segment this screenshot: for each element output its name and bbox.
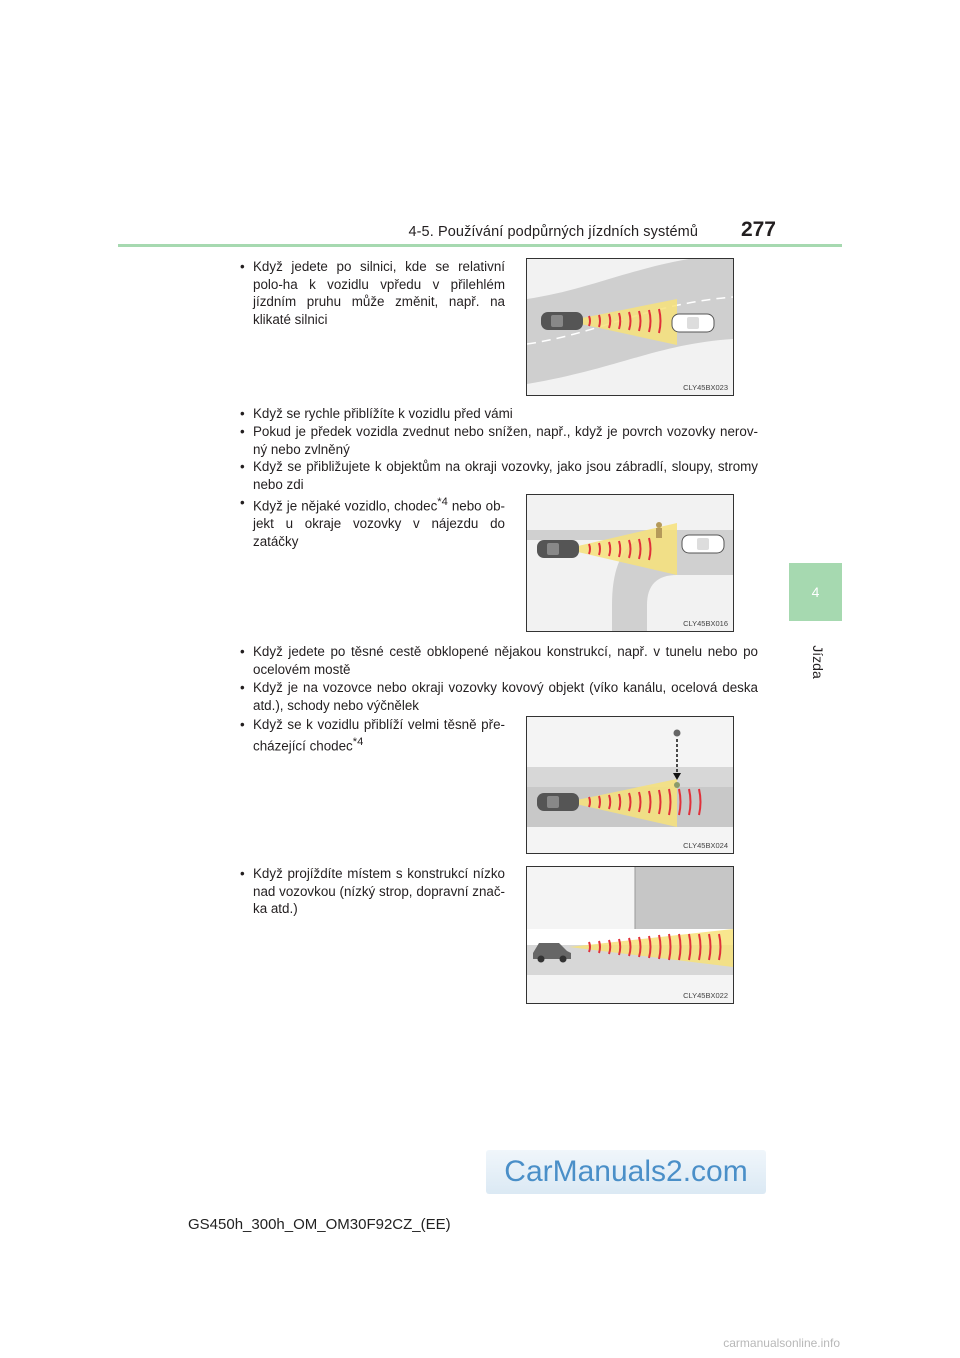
list-item: • Pokud je předek vozidla zvednut nebo snížen, např., když je povrch vozovky nerov-ný nebo zvlněný bbox=[240, 423, 758, 458]
item-text: Když je nějaké vozidlo, chodec bbox=[253, 498, 438, 514]
figure-code: CLY45BX023 bbox=[683, 383, 728, 392]
footnote-mark: *4 bbox=[437, 496, 448, 508]
figure-low-structure bbox=[526, 866, 734, 1004]
figure-code: CLY45BX016 bbox=[683, 619, 728, 628]
chapter-tab bbox=[789, 563, 842, 621]
item-text: Když se k vozidlu přiblíží velmi těsně pře-cházející chodec bbox=[253, 717, 505, 754]
figure-curve-entry bbox=[526, 494, 734, 632]
watermark-logo[interactable]: CarManuals2.com bbox=[486, 1150, 766, 1194]
list-item: • Když jedete po silnici, kde se relativní polo-ha k vozidlu vpředu v přilehlém jízdním pruhu může změnit, např. na klikaté silnici bbox=[240, 258, 505, 328]
list-item bbox=[240, 494, 505, 550]
item-text: nebo ob-jekt u okraje vozovky v nájezdu do zatáčky bbox=[253, 498, 505, 549]
footnote-mark: *4 bbox=[352, 735, 364, 748]
list-item: • Když se přibližujete k objektům na okraji vozovky, jako jsou zábradlí, sloupy, stromy nebo zdi bbox=[240, 458, 758, 493]
list-item: • Když se rychle přiblížíte k vozidlu před vámi bbox=[240, 405, 758, 423]
header-rule bbox=[118, 244, 842, 247]
footer-code: GS450h_300h_OM_OM30F92CZ_(EE) bbox=[188, 1216, 451, 1233]
list-item: • Když je na vozovce nebo okraji vozovky kovový objekt (víko kanálu, ocelová deska atd.), schody nebo výčnělek bbox=[240, 679, 758, 714]
figure-code: CLY45BX024 bbox=[683, 841, 728, 850]
page-number: 277 bbox=[740, 218, 776, 241]
list-item: • Když projíždíte místem s konstrukcí nízko nad vozovkou (nízký strop, dopravní znač-ka atd.) bbox=[240, 865, 505, 918]
list-item bbox=[240, 716, 505, 755]
figure-crossing-pedestrian bbox=[526, 716, 734, 854]
figure-curved-road bbox=[526, 258, 734, 396]
chapter-label: Jízda bbox=[810, 645, 826, 679]
list-item: • Když jedete po těsné cestě obklopené nějakou konstrukcí, např. v tunelu nebo po ocelovém mostě bbox=[240, 643, 758, 678]
section-title: 4-5. Používání podpůrných jízdních systémů bbox=[408, 224, 698, 240]
chapter-number: 4 bbox=[811, 584, 820, 600]
watermark-url[interactable]: carmanualsonline.info bbox=[723, 1336, 840, 1350]
figure-code: CLY45BX022 bbox=[683, 991, 728, 1000]
